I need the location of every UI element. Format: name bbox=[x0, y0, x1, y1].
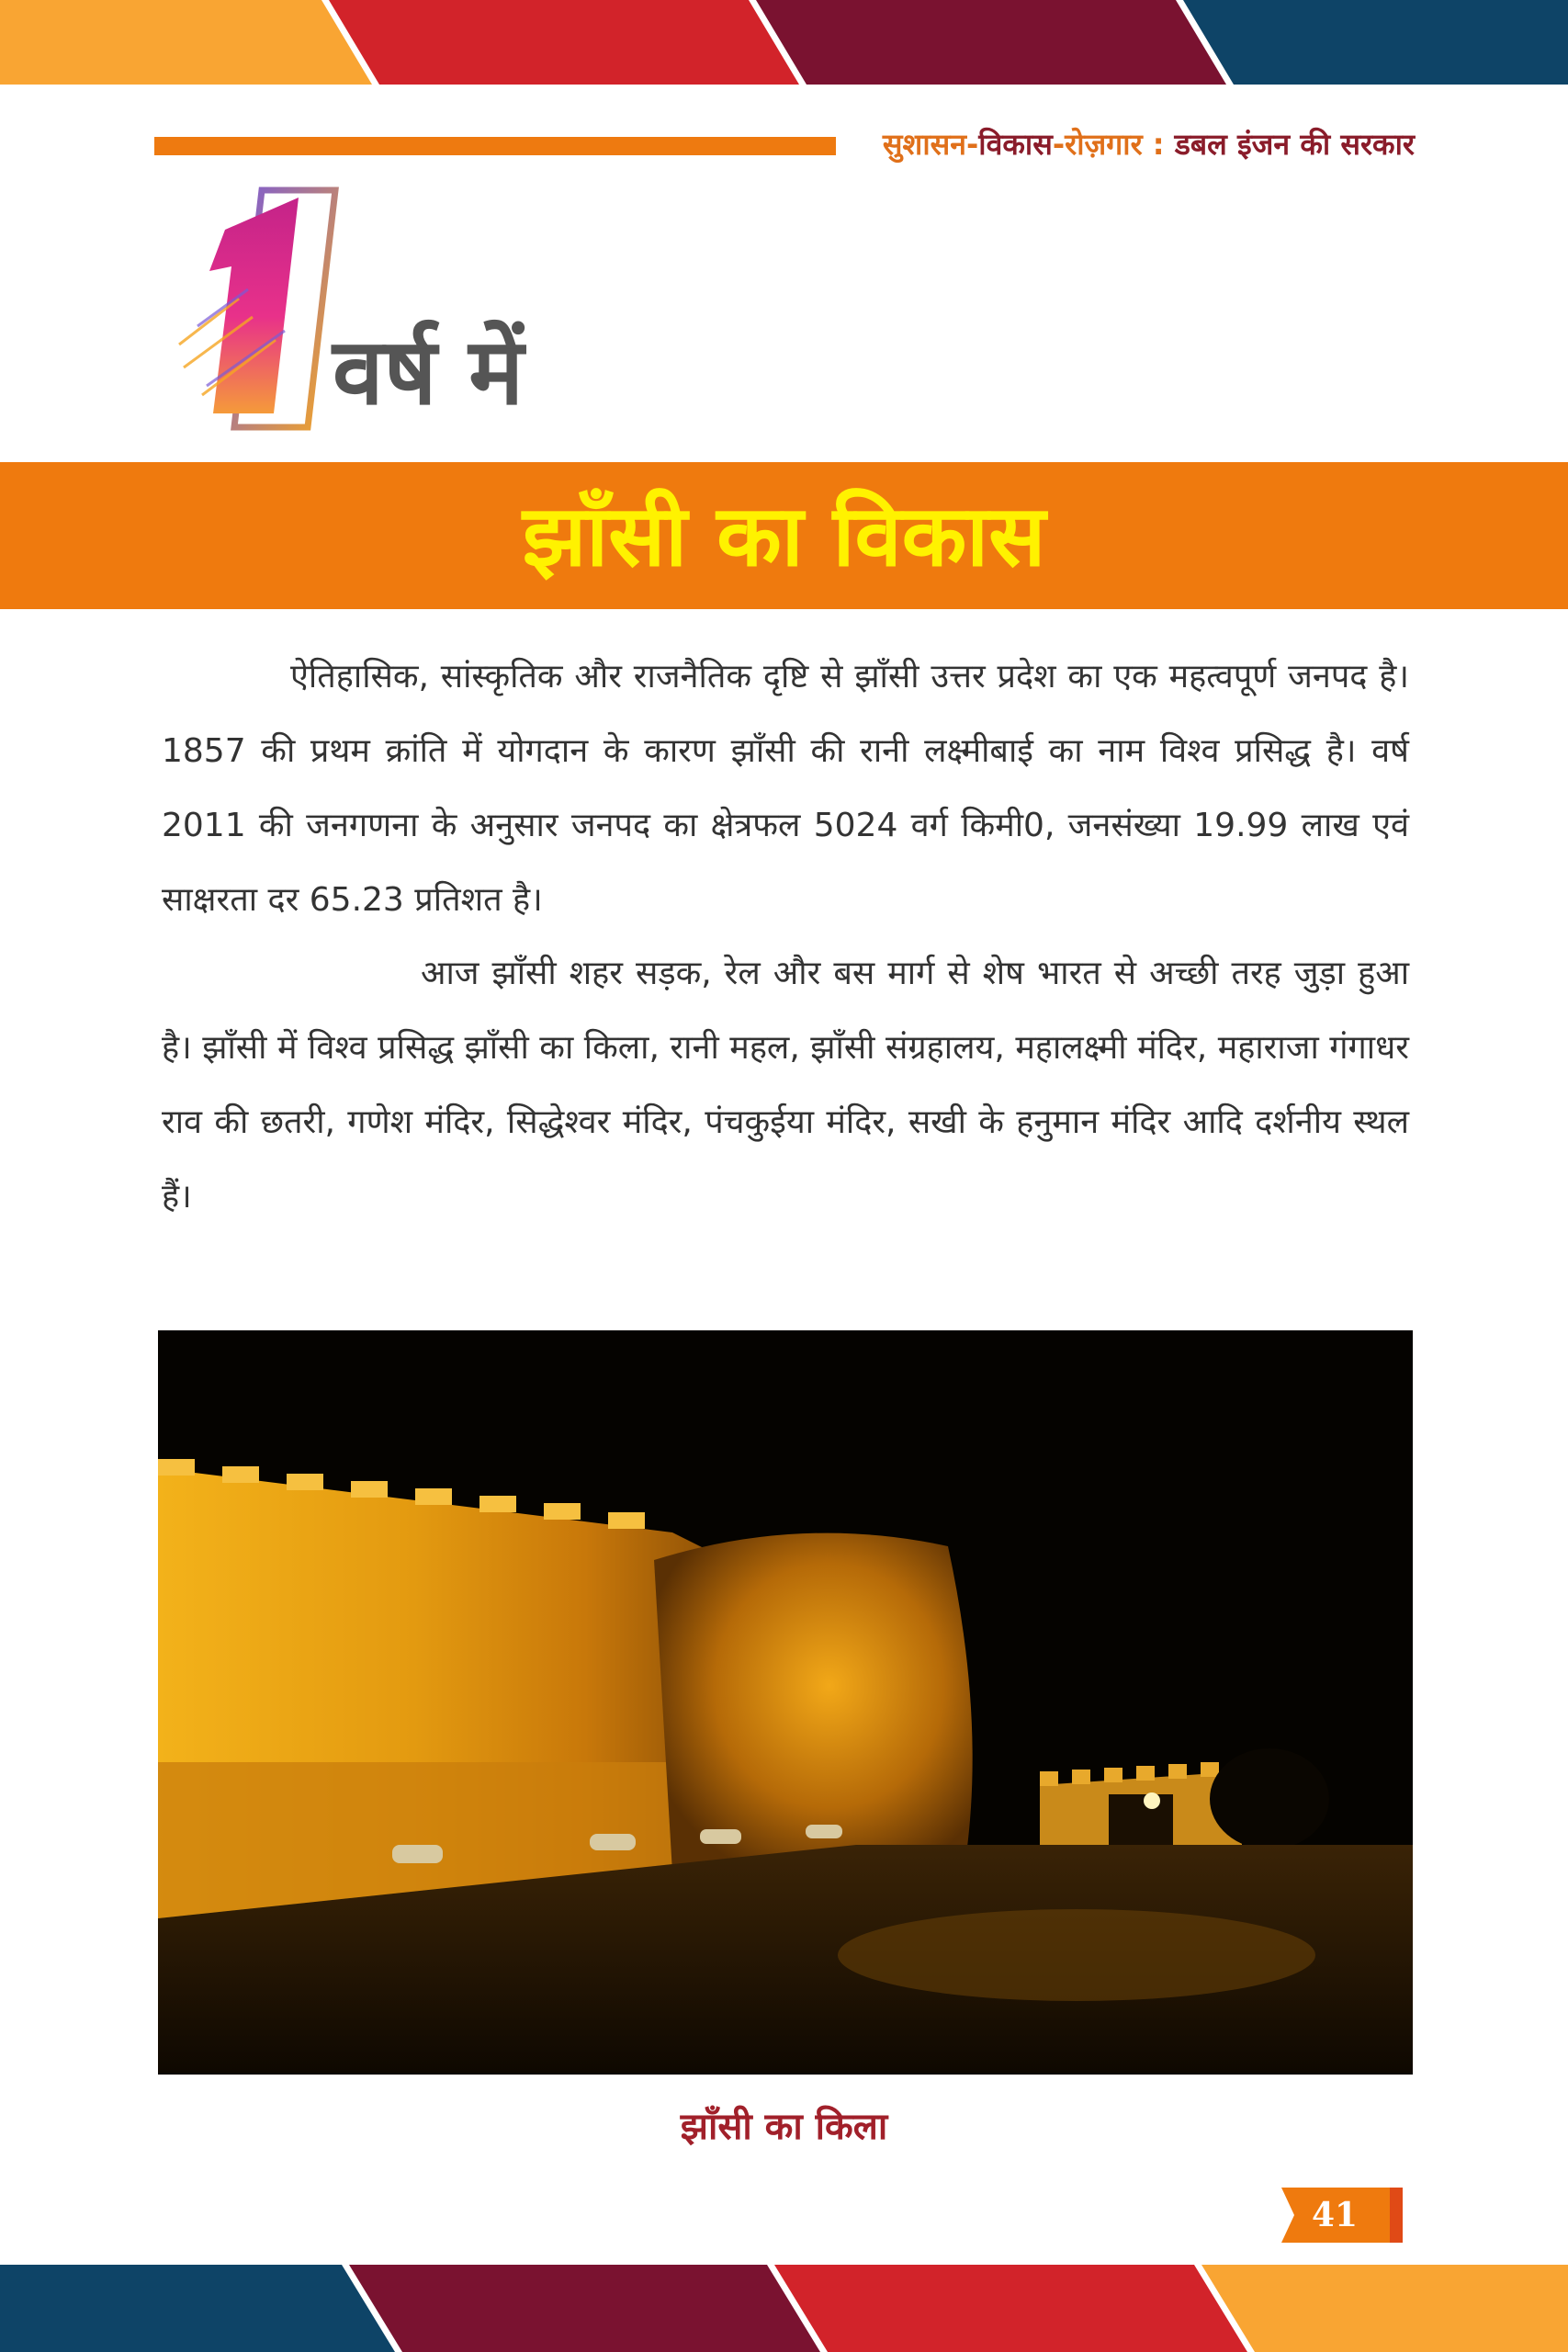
paragraph-2 bbox=[162, 936, 1409, 1234]
hero-number: 1 bbox=[239, 406, 245, 416]
bottom-decorative-band bbox=[0, 2265, 1568, 2352]
tagline-part-4: डबल इंजन की सरकार bbox=[1174, 127, 1415, 162]
title-banner bbox=[0, 462, 1568, 609]
page-number: 41 bbox=[1311, 2196, 1359, 2234]
hero-number-graphic bbox=[175, 179, 358, 441]
top-decorative-band bbox=[0, 0, 1568, 85]
hero-years-text: वर्ष में bbox=[333, 318, 525, 425]
fort-photo bbox=[158, 1330, 1413, 2075]
tagline-part-2: विकास bbox=[978, 127, 1053, 162]
paragraph-1 bbox=[162, 639, 1409, 937]
paragraph-1-text: ऐतिहासिक, सांस्कृतिक और राजनैतिक दृष्टि से झाँसी उत्तर प्रदेश का एक महत्वपूर्ण जनपद है। 1857 की प्रथम क्रांति में योगदान के कारण झाँसी की रानी लक्ष्मीबाई का नाम विश्व प्रसिद्ध है। वर्ष 2011 की जनगणना के अनुसार जनपद का क्षेत्रफल 5024 वर्ग किमी0, जनसंख्या 19.99 लाख एवं साक्षरता दर 65.23 प्रतिशत है। bbox=[162, 658, 1409, 919]
page-title: झाँसी का विकास bbox=[522, 486, 1046, 585]
tagline-part-3: -रोज़गार : bbox=[1052, 127, 1175, 162]
header-rule bbox=[154, 137, 836, 155]
paragraph-2-text: आज झाँसी शहर सड़क, रेल और बस मार्ग से शेष भारत से अच्छी तरह जुड़ा हुआ है। झाँसी में विश्व प्रसिद्ध झाँसी का किला, रानी महल, झाँसी संग्रहालय, महालक्ष्मी मंदिर, महाराजा गंगाधर राव की छतरी, गणेश मंदिर, सिद्धेश्वर मंदिर, पंचकुईया मंदिर, सखी के हनुमान मंदिर आदि दर्शनीय स्थल हैं। bbox=[162, 955, 1409, 1216]
photo-caption: झाँसी का किला bbox=[680, 2106, 888, 2148]
tagline-part-1: सुशासन- bbox=[882, 127, 979, 162]
header-tagline bbox=[854, 123, 1415, 165]
